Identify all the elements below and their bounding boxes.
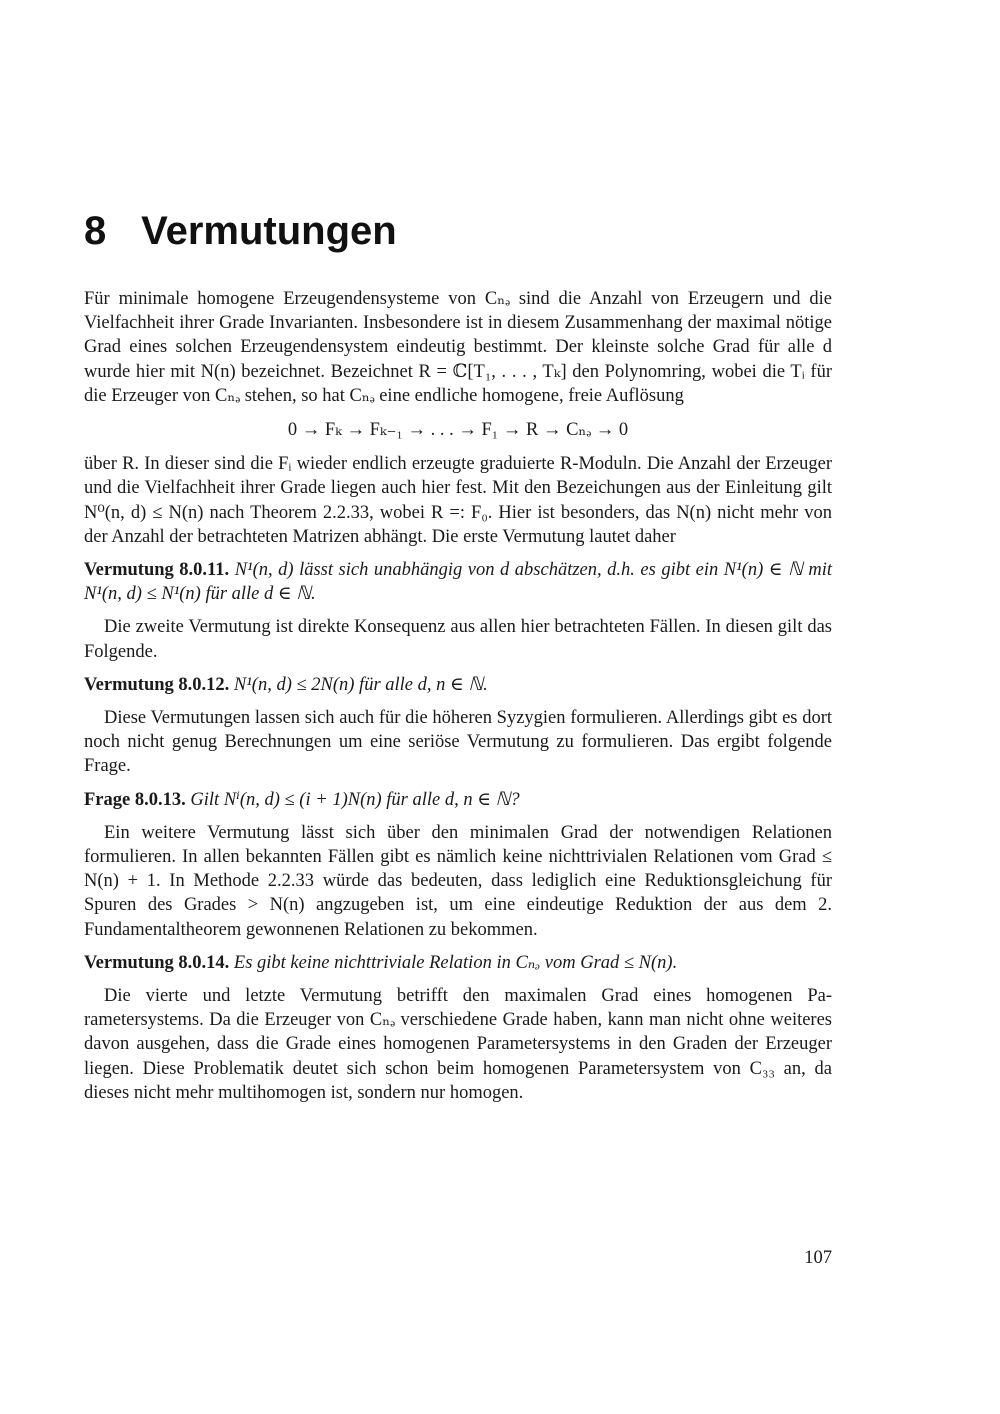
paragraph-relations: Ein weitere Vermutung lässt sich über den minimalen Grad der notwendigen Relationen formulieren. In allen bekannten Fällen gibt es nämlich keine nichttrivialen Relationen vom Grad ≤ N(n) + 1. In Methode 2.2.33 würde das bedeuten, dass lediglich eine Reduktionsgleichung für Spuren des Grades > N(n) angzugeben ist, um eine eindeutige Reduktion der aus dem 2. Fundamentaltheorem gewonnenen Relationen zu bekommen. [84,822,832,940]
question-statement: Gilt Nⁱ(n, d) ≤ (i + 1)N(n) für alle d, n ∈ ℕ? [190,789,520,810]
conjecture-label: Vermutung 8.0.11. [84,560,230,581]
paragraph-resolution: über R. In dieser sind die Fᵢ wieder endlich erzeugte graduierte R-Moduln. Die Anzahl der Erzeuger und die Vielfachheit ihrer Grade liegen auch hier fest. Mit den Bezeichungen aus der Einleitung gilt N⁰(n, d) ≤ N(n) nach Theorem 2.2.33, wobei R =: F₀. Hier ist besonders, das N(n) nicht mehr von der Anzahl der betrachteten Matrizen abhängt. Die erste Vermutung lautet daher [84,454,832,547]
conjecture-8-0-14 [84,951,832,975]
conjecture-label: Vermutung 8.0.12. [84,674,230,695]
paragraph-second-conjecture: Die zweite Vermutung ist direkte Konsequenz aus allen hier betrachteten Fällen. In diesen gilt das Folgende. [84,617,832,662]
chapter-title: Vermutungen [141,209,397,253]
question-label: Frage 8.0.13. [84,789,186,810]
chapter-number: 8 [84,209,107,253]
conjecture-statement: N¹(n, d) lässt sich unabhängig von d abschätzen, d.h. es gibt ein N¹(n) ∈ ℕ mit N¹(n, d) ≤ N¹(n) für alle d ∈ ℕ. [84,560,832,605]
page-number: 107 [804,1248,832,1268]
conjecture-label: Vermutung 8.0.14. [84,952,230,973]
conjecture-statement: N¹(n, d) ≤ 2N(n) für alle d, n ∈ ℕ. [233,674,488,695]
chapter-body [84,287,832,1105]
paragraph-intro: Für minimale homogene Erzeugendensysteme von Cₙₔ sind die Anzahl von Erzeugern und die Vielfachheit ihrer Grade Invarianten. Insbesondere ist in diesem Zusammenhang der maximal nötige Grad eines solchen Erzeugendensystem eindeutig bestimmt. Der kleinste solche Grad für alle d wurde hier mit N(n) bezeichnet. Bezeichnet R = ℂ[T₁, . . . , Tₖ] den Polynomring, wobei die Tᵢ für die Erzeuger von Cₙₔ stehen, so hat Cₙₔ eine endliche homogene, freie Auflösung [84,289,832,406]
conjecture-8-0-12 [84,673,832,697]
paragraph-parameter-system: Die vierte und letzte Vermutung betrifft den maximalen Grad eines homogenen Parametersystems. Da die Erzeuger von Cₙₔ verschiedene Grade haben, kann man nicht ohne weiteres davon ausgehen, dass die Grade eines homogenen Parametersystems in den Graden der Erzeuger liegen. Diese Problematik deutet sich schon beim homogenen Parametersystem von C₃₃ an, da dieses nicht mehr multihomogen ist, sondern nur homogen. [84,986,832,1103]
conjecture-statement: Es gibt keine nichttriviale Relation in Cₙₔ vom Grad ≤ N(n). [233,952,678,973]
resolution-equation: 0 → Fₖ → Fₖ₋₁ → . . . → F₁ → R → Cₙₔ → 0 [287,420,629,441]
conjecture-8-0-11 [84,558,832,606]
chapter-heading [84,200,397,262]
question-8-0-13 [84,788,832,812]
paragraph-syzygies: Diese Vermutungen lassen sich auch für die höheren Syzygien formulieren. Allerdings gibt es dort noch nicht genug Berechnungen um eine seriöse Vermutung zu formulieren. Das ergibt folgende Frage. [84,708,832,777]
page [84,0,832,1414]
